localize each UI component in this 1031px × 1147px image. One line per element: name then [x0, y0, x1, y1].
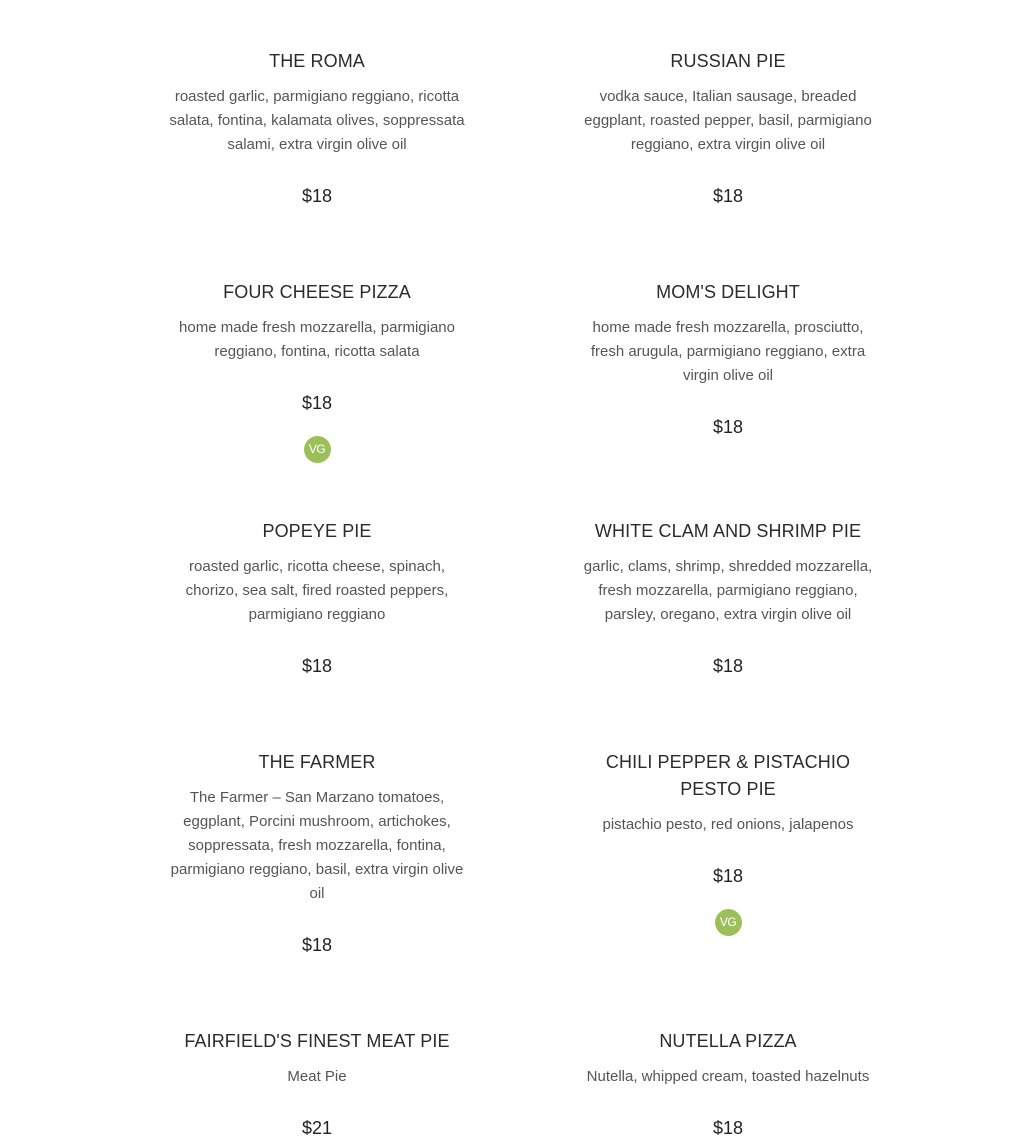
- item-description: garlic, clams, shrimp, shredded mozzarella, fresh mozzarella, parmigiano reggiano, parsley, oregano, extra virgin olive oil: [583, 558, 873, 623]
- item-price: $18: [301, 186, 333, 206]
- item-description: home made fresh mozzarella, parmigiano reggiano, fontina, ricotta salata: [179, 319, 455, 360]
- item-description: The Farmer – San Marzano tomatoes, eggplant, Porcini mushroom, artichokes, soppressata, fresh mozzarella, fontina, parmigiano reggiano, basil, extra virgin olive oil: [170, 789, 464, 902]
- menu-item-fairfields-finest-meat-pie: [167, 1028, 467, 1140]
- item-name: NUTELLA PIZZA: [659, 1031, 797, 1051]
- item-price: $18: [712, 417, 744, 437]
- item-price: $18: [712, 186, 744, 206]
- item-name: WHITE CLAM AND SHRIMP PIE: [594, 521, 862, 541]
- item-price: $21: [301, 1118, 333, 1138]
- item-name: FAIRFIELD'S FINEST MEAT PIE: [184, 1031, 450, 1051]
- menu-item-chili-pepper-pistachio-pesto-pie: [578, 749, 878, 936]
- item-description: roasted garlic, ricotta cheese, spinach, chorizo, sea salt, fired roasted peppers, parmigiano reggiano: [185, 558, 449, 623]
- item-description: roasted garlic, parmigiano reggiano, ricotta salata, fontina, kalamata olives, soppressata salami, extra virgin olive oil: [169, 88, 465, 153]
- item-description: pistachio pesto, red onions, jalapenos: [602, 816, 854, 833]
- menu-item-the-farmer: [167, 749, 467, 957]
- menu-item-russian-pie: [578, 48, 878, 208]
- item-price: $18: [301, 656, 333, 676]
- vegetarian-badge-icon: VG: [715, 909, 742, 936]
- item-price: $18: [301, 393, 333, 413]
- menu-item-four-cheese-pizza: [167, 279, 467, 463]
- menu-item-popeye-pie: [167, 518, 467, 678]
- item-name: POPEYE PIE: [262, 521, 372, 541]
- menu-item-moms-delight: [578, 279, 878, 439]
- item-name: FOUR CHEESE PIZZA: [223, 282, 411, 302]
- item-price: $18: [712, 656, 744, 676]
- menu-item-white-clam-and-shrimp-pie: [578, 518, 878, 678]
- item-name: THE FARMER: [258, 752, 376, 772]
- menu-item-nutella-pizza: [578, 1028, 878, 1140]
- item-description: Meat Pie: [287, 1068, 347, 1085]
- item-name: MOM'S DELIGHT: [656, 282, 800, 302]
- item-price: $18: [712, 866, 744, 886]
- item-description: home made fresh mozzarella, prosciutto, fresh arugula, parmigiano reggiano, extra virgin olive oil: [590, 319, 866, 384]
- menu-item-the-roma: [167, 48, 467, 208]
- item-price: $18: [712, 1118, 744, 1138]
- item-name: RUSSIAN PIE: [670, 51, 786, 71]
- vegetarian-badge-icon: VG: [304, 436, 331, 463]
- item-name: THE ROMA: [269, 51, 365, 71]
- item-description: vodka sauce, Italian sausage, breaded eggplant, roasted pepper, basil, parmigiano reggiano, extra virgin olive oil: [584, 88, 872, 153]
- item-price: $18: [301, 935, 333, 955]
- item-name: CHILI PEPPER & PISTACHIO PESTO PIE: [605, 752, 851, 799]
- item-description: Nutella, whipped cream, toasted hazelnuts: [586, 1068, 870, 1085]
